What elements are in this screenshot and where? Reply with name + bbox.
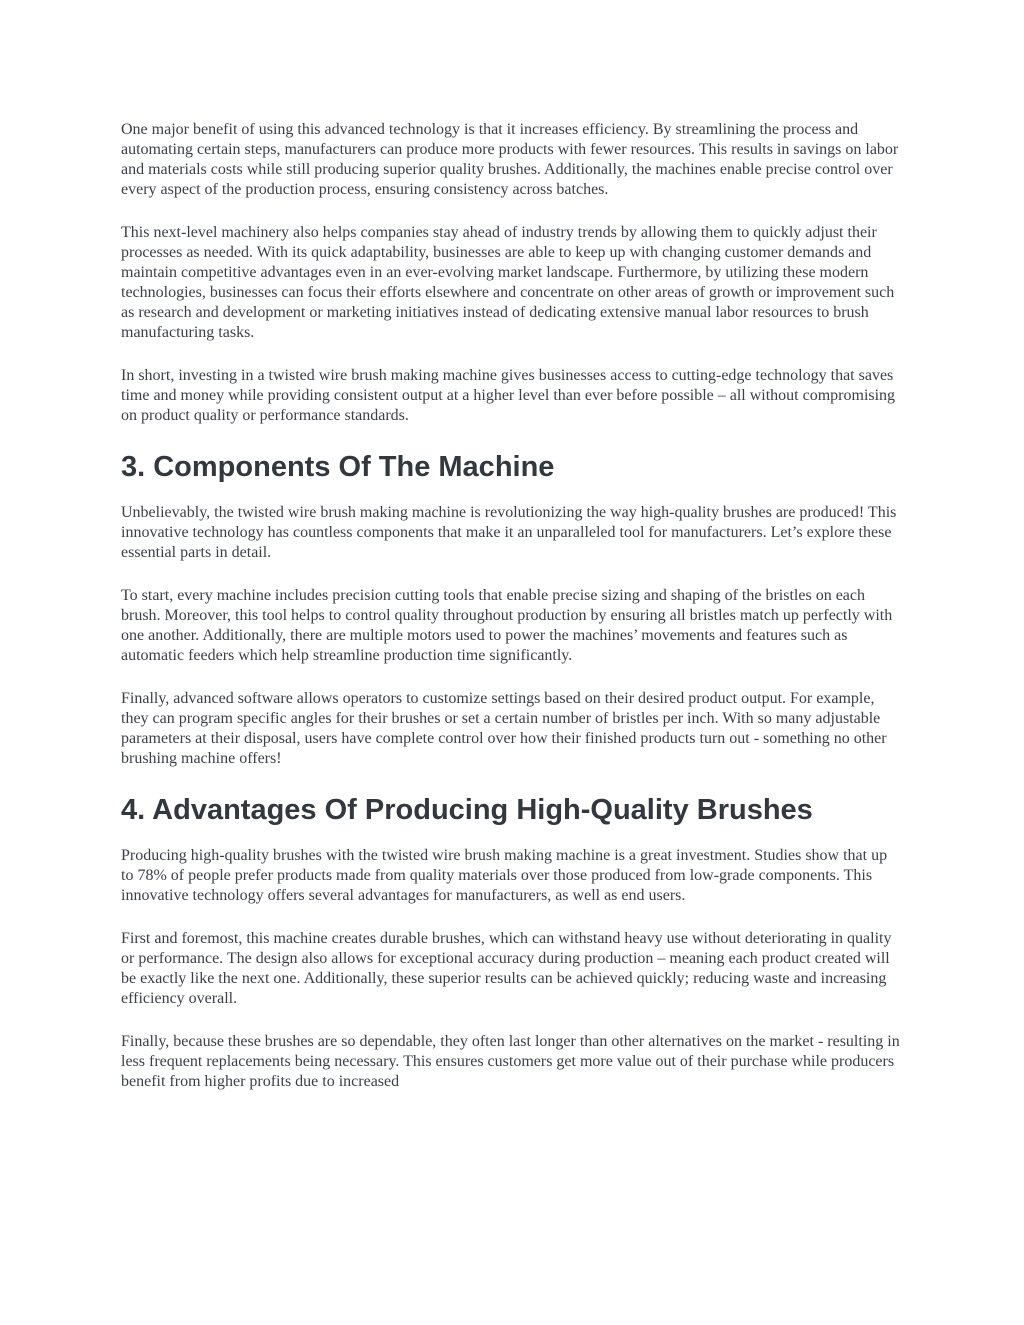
section-heading-advantages: 4. Advantages Of Producing High-Quality Brushes	[121, 794, 813, 826]
paragraph: First and foremost, this machine creates durable brushes, which can withstand heavy use without deteriorating in quality or performance. The design also allows for exceptional accuracy during production – meaning each product created will be exactly like the next one. Additionally, these superior results can be achieved quickly; reducing waste and increasing efficiency overall.	[121, 930, 892, 1007]
section-heading-components: 3. Components Of The Machine	[121, 451, 555, 483]
paragraph: One major benefit of using this advanced technology is that it increases efficiency. By streamlining the process and automating certain steps, manufacturers can produce more products with fewer resources. This results in savings on labor and materials costs while still producing superior quality brushes. Additionally, the machines enable precise control over every aspect of the production process, ensuring consistency across batches.	[121, 121, 899, 198]
paragraph: To start, every machine includes precision cutting tools that enable precise sizing and shaping of the bristles on each brush. Moreover, this tool helps to control quality throughout production by ensuring all bristles match up perfectly with one another. Additionally, there are multiple motors used to power the machines’ movements and features such as automatic feeders which help streamline production time significantly.	[121, 587, 893, 664]
paragraph: Finally, because these brushes are so dependable, they often last longer than other alternatives on the market - resulting in less frequent replacements being necessary. This ensures customers get more value out of their purchase while producers benefit from higher profits due to increased	[121, 1033, 900, 1090]
document-page	[121, 120, 901, 1115]
paragraph: Producing high-quality brushes with the twisted wire brush making machine is a great investment. Studies show that up to 78% of people prefer products made from quality materials over those produced from low-grade components. This innovative technology offers several advantages for manufacturers, as well as end users.	[121, 847, 888, 904]
paragraph: Unbelievably, the twisted wire brush making machine is revolutionizing the way high-quality brushes are produced! This innovative technology has countless components that make it an unparalleled tool for manufacturers. Let’s explore these essential parts in detail.	[121, 504, 897, 561]
paragraph: Finally, advanced software allows operators to customize settings based on their desired product output. For example, they can program specific angles for their brushes or set a certain number of bristles per inch. With so many adjustable parameters at their disposal, users have complete control over how their finished products turn out - something no other brushing machine offers!	[121, 690, 887, 767]
paragraph: This next-level machinery also helps companies stay ahead of industry trends by allowing them to quickly adjust their processes as needed. With its quick adaptability, businesses are able to keep up with changing customer demands and maintain competitive advantages even in an ever-evolving market landscape. Furthermore, by utilizing these modern technologies, businesses can focus their efforts elsewhere and concentrate on other areas of growth or improvement such as research and development or marketing initiatives instead of dedicating extensive manual labor resources to brush manufacturing tasks.	[121, 224, 895, 341]
paragraph: In short, investing in a twisted wire brush making machine gives businesses access to cutting-edge technology that saves time and money while providing consistent output at a higher level than ever before possible – all without compromising on product quality or performance standards.	[121, 367, 896, 424]
